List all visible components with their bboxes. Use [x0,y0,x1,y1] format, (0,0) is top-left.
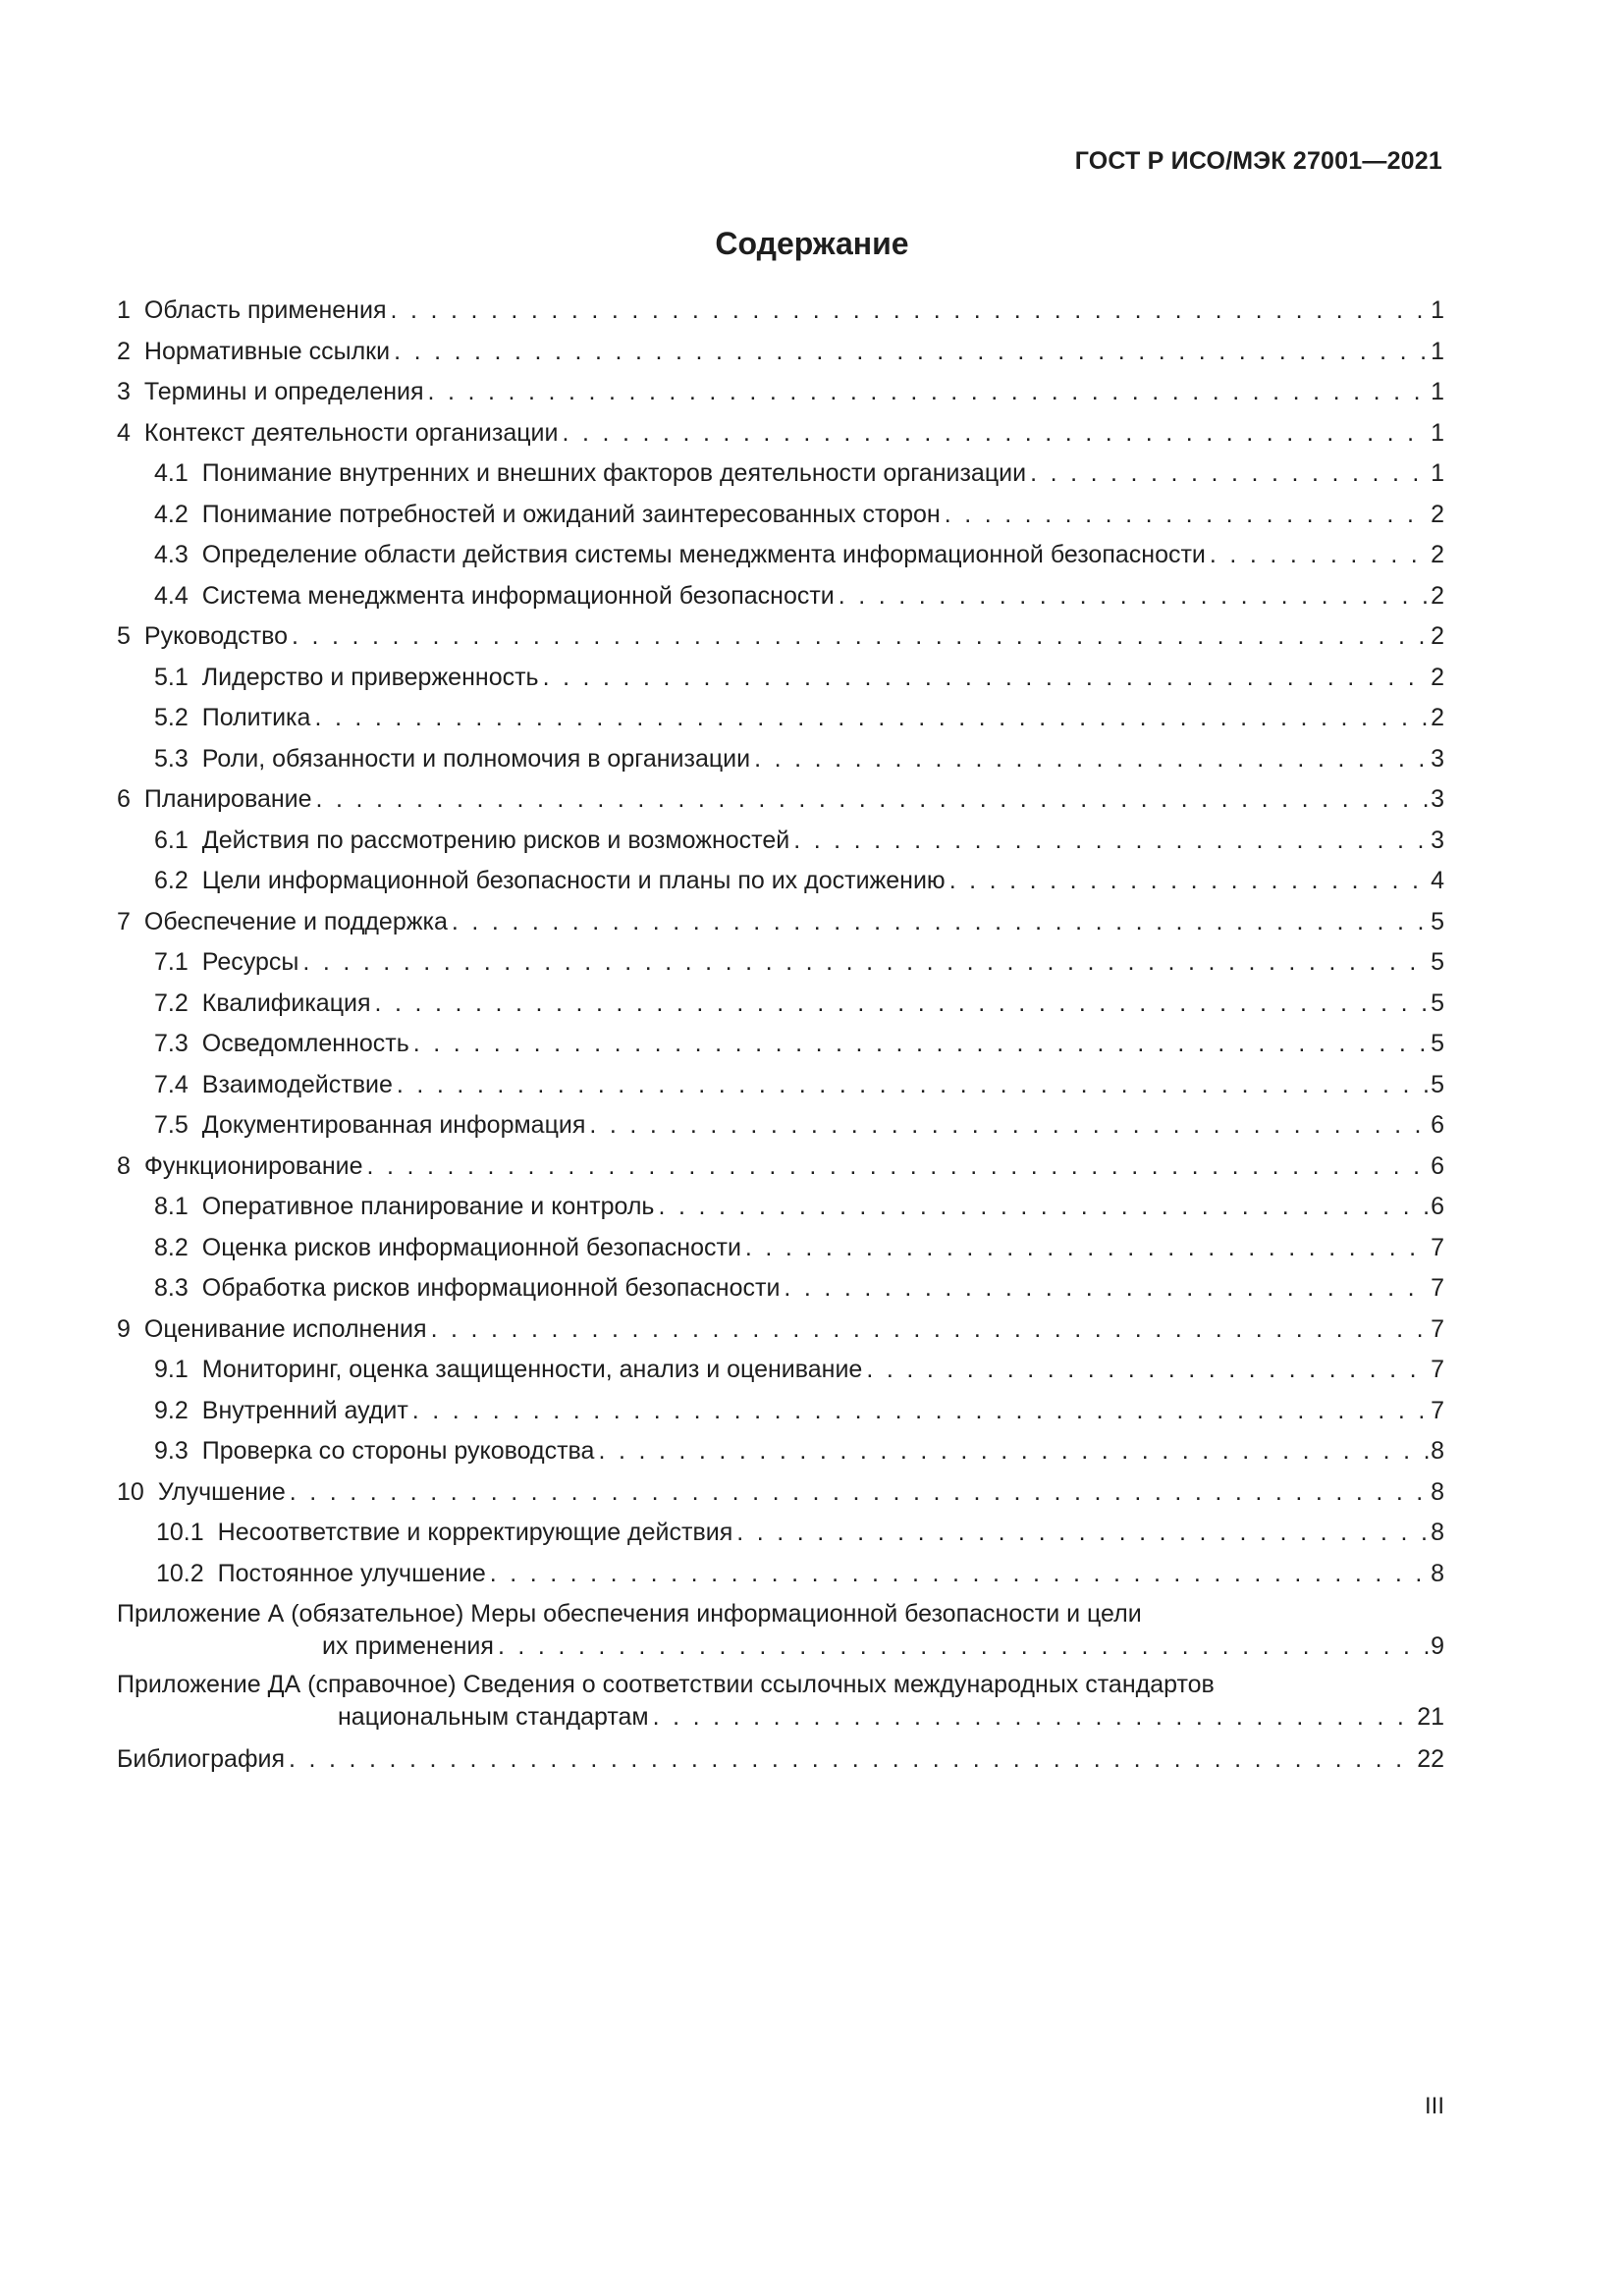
dot-leader [390,291,1429,332]
toc-entry-label: Роли, обязанности и полномочия в организации [201,744,751,773]
toc-entry-page: 3 [1431,826,1444,854]
dot-leader [498,1630,1429,1663]
toc-entry-page: 5 [1431,988,1444,1017]
toc-entry-page: 21 [1417,1703,1444,1731]
toc-entry-9-3[interactable] [117,1431,1444,1472]
toc-entry-label: Несоответствие и корректирующие действия [217,1519,733,1546]
toc-entry-5-2[interactable] [117,698,1444,739]
toc-entry-page: 2 [1431,500,1444,528]
toc-entry-page: 7 [1431,1233,1444,1261]
toc-entry-label: Улучшение [157,1477,286,1506]
dot-leader [290,1472,1429,1514]
toc-entry-label: Лидерство и приверженность [201,663,539,691]
toc-entry-number: 6.2 [154,867,189,894]
toc-entry-10-1[interactable] [117,1513,1444,1554]
toc-entry-page: 3 [1431,785,1444,813]
toc-entry-label: Проверка со стороны руководства [201,1437,595,1465]
dot-leader [949,861,1429,902]
toc-entry-7-2[interactable] [117,984,1444,1025]
toc-entry-10-2[interactable] [117,1554,1444,1595]
toc-entry-6[interactable] [117,779,1444,821]
dot-leader [316,779,1430,821]
table-of-contents [117,291,1444,1781]
toc-entry-number: 4.2 [154,500,189,528]
dot-leader [543,658,1430,699]
toc-entry-number: 10.1 [156,1519,204,1546]
toc-entry-label: Руководство [143,622,288,650]
toc-entry-number: 5.3 [154,744,189,773]
toc-entry-10[interactable] [117,1472,1444,1514]
toc-entry-number: 6 [117,785,131,813]
dot-leader [394,332,1429,373]
toc-entry-number: 7.4 [154,1070,189,1098]
toc-entry-number: 10.2 [156,1559,204,1587]
toc-entry-3[interactable] [117,372,1444,413]
toc-entry-label: Функционирование [143,1151,363,1180]
toc-entry-9-1[interactable] [117,1350,1444,1391]
toc-entry-6-1[interactable] [117,821,1444,862]
dot-leader [945,495,1429,536]
toc-entry-page: 6 [1431,1151,1444,1180]
toc-entry-number: 5.2 [154,704,189,731]
toc-entry-page: 9 [1431,1632,1444,1660]
dot-leader [653,1701,1416,1734]
toc-entry-label: Определение области действия системы менеджмента информационной безопасности [201,541,1206,568]
toc-entry-bibliography[interactable] [117,1739,1444,1781]
toc-entry-page: 7 [1431,1314,1444,1343]
toc-entry-page: 5 [1431,1030,1444,1057]
toc-entry-number: 4.4 [154,581,189,610]
toc-entry-label: Взаимодействие [201,1070,393,1098]
toc-entry-page: 2 [1431,581,1444,610]
dot-leader [490,1554,1429,1595]
toc-entry-page: 6 [1431,1193,1444,1220]
toc-entry-9[interactable] [117,1309,1444,1351]
toc-entry-7-5[interactable] [117,1105,1444,1147]
toc-entry-page: 5 [1431,1070,1444,1098]
toc-entry-label: Система менеджмента информационной безопасности [201,581,835,610]
toc-entry-number: 9 [117,1314,131,1343]
toc-entry-8[interactable] [117,1147,1444,1188]
toc-entry-7-4[interactable] [117,1065,1444,1106]
toc-entry-page: 6 [1431,1111,1444,1139]
toc-entry-label: Мониторинг, оценка защищенности, анализ и оценивание [201,1356,863,1383]
dot-leader [302,942,1429,984]
toc-entry-8-1[interactable] [117,1187,1444,1228]
dot-leader [1030,454,1429,495]
toc-entry-number: 9.2 [154,1396,189,1424]
toc-entry-label: Осведомленность [201,1030,409,1057]
dot-leader [736,1513,1429,1554]
toc-entry-8-2[interactable] [117,1228,1444,1269]
toc-entry-4-2[interactable] [117,495,1444,536]
dot-leader [413,1024,1429,1065]
toc-entry-label: Ресурсы [201,948,299,976]
toc-entry-page: 8 [1431,1437,1444,1465]
toc-entry-number: 4 [117,418,131,447]
toc-entry-number: 7.5 [154,1111,189,1139]
annex-a-title-line2: их применения [322,1632,494,1660]
toc-entry-4-4[interactable] [117,576,1444,617]
toc-entry-label: Оперативное планирование и контроль [201,1193,655,1220]
dot-leader [292,616,1429,658]
toc-entry-8-3[interactable] [117,1268,1444,1309]
toc-entry-label: Постоянное улучшение [217,1559,486,1587]
toc-entry-label: Понимание внутренних и внешних факторов деятельности организации [201,459,1027,487]
dot-leader [839,576,1429,617]
toc-entry-label: Обеспечение и поддержка [143,907,448,935]
toc-entry-label: Квалификация [201,988,371,1017]
toc-entry-number: 4.3 [154,541,189,568]
toc-entry-label: Область применения [143,296,387,324]
toc-entry-5-3[interactable] [117,739,1444,780]
toc-entry-page: 4 [1431,867,1444,894]
dot-leader [412,1391,1429,1432]
toc-title: Содержание [715,226,909,261]
toc-entry-2[interactable] [117,332,1444,373]
toc-entry-page: 2 [1431,541,1444,568]
toc-entry-5[interactable] [117,616,1444,658]
dot-leader [745,1228,1429,1269]
toc-entry-number: 2 [117,337,131,365]
toc-entry-label: Контекст деятельности организации [143,418,559,447]
toc-entry-page: 1 [1431,459,1444,487]
toc-entry-page: 2 [1431,704,1444,731]
dot-leader [589,1105,1429,1147]
toc-entry-number: 6.1 [154,826,189,854]
toc-entry-number: 1 [117,296,131,324]
toc-entry-number: 7.1 [154,948,189,976]
document-id: ГОСТ Р ИСО/МЭК 27001—2021 [1074,147,1442,175]
toc-entry-number: 7.2 [154,988,189,1017]
toc-entry-number: 8.3 [154,1274,189,1302]
dot-leader [397,1065,1429,1106]
toc-entry-label: Библиография [117,1745,286,1773]
toc-entry-page: 1 [1431,378,1444,405]
toc-entry-label: Действия по рассмотрению рисков и возможностей [201,826,790,854]
dot-leader [793,821,1429,862]
toc-entry-9-2[interactable] [117,1391,1444,1432]
page-number: III [1424,2093,1444,2119]
toc-entry-page: 5 [1431,907,1444,935]
toc-entry-4-1[interactable] [117,454,1444,495]
dot-leader [452,902,1429,943]
toc-entry-page: 22 [1417,1745,1444,1773]
toc-entry-label: Планирование [143,785,312,813]
toc-entry-label: Понимание потребностей и ожиданий заинтересованных сторон [201,500,941,528]
toc-entry-page: 8 [1431,1559,1444,1587]
toc-entry-label: Оценивание исполнения [143,1314,427,1343]
dot-leader [598,1431,1429,1472]
toc-entry-number: 5.1 [154,663,189,691]
toc-entry-number: 8 [117,1151,131,1180]
dot-leader [866,1350,1429,1391]
toc-entry-4[interactable] [117,413,1444,454]
toc-entry-page: 3 [1431,744,1444,773]
toc-entry-page: 8 [1431,1519,1444,1546]
toc-entry-number: 3 [117,378,131,405]
toc-entry-page: 7 [1431,1396,1444,1424]
toc-entry-number: 5 [117,622,131,650]
toc-entry-page: 8 [1431,1477,1444,1506]
toc-entry-page: 1 [1431,296,1444,324]
dot-leader [658,1187,1429,1228]
toc-entry-5-1[interactable] [117,658,1444,699]
toc-entry-number: 7.3 [154,1030,189,1057]
toc-entry-page: 5 [1431,948,1444,976]
toc-entry-page: 1 [1431,418,1444,447]
toc-entry-number: 4.1 [154,459,189,487]
dot-leader [314,698,1429,739]
toc-entry-label: Оценка рисков информационной безопасности [201,1233,741,1261]
toc-entry-4-3[interactable] [117,535,1444,576]
toc-entry-6-2[interactable] [117,861,1444,902]
toc-entry-1[interactable] [117,291,1444,332]
toc-entry-label: Термины и определения [143,378,424,405]
toc-entry-page: 7 [1431,1274,1444,1302]
toc-entry-annex-a[interactable] [117,1598,1444,1663]
toc-entry-page: 2 [1431,622,1444,650]
dot-leader [754,739,1429,780]
dot-leader [375,984,1430,1025]
dot-leader [367,1147,1430,1188]
toc-entry-7-1[interactable] [117,942,1444,984]
annex-da-title-line1: Приложение ДА (справочное) Сведения о соответствии ссылочных международных стандартов [117,1671,1215,1698]
toc-entry-number: 9.3 [154,1437,189,1465]
toc-entry-number: 9.1 [154,1356,189,1383]
toc-entry-page: 1 [1431,337,1444,365]
toc-entry-7-3[interactable] [117,1024,1444,1065]
toc-entry-number: 10 [117,1477,144,1506]
toc-entry-label: Цели информационной безопасности и планы по их достижению [201,867,946,894]
dot-leader [1210,535,1429,576]
toc-entry-label: Нормативные ссылки [143,337,391,365]
toc-entry-label: Обработка рисков информационной безопасности [201,1274,781,1302]
toc-entry-number: 8.1 [154,1193,189,1220]
toc-entry-number: 8.2 [154,1233,189,1261]
toc-entry-annex-da[interactable] [117,1669,1444,1734]
dot-leader [431,1309,1430,1351]
toc-entry-label: Внутренний аудит [201,1396,408,1424]
annex-a-title-line1: Приложение А (обязательное) Меры обеспечения информационной безопасности и цели [117,1600,1142,1628]
dot-leader [563,413,1430,454]
toc-entry-label: Политика [201,704,311,731]
annex-da-title-line2: национальным стандартам [338,1703,649,1731]
dot-leader [428,372,1430,413]
toc-entry-number: 7 [117,907,131,935]
toc-entry-7[interactable] [117,902,1444,943]
toc-entry-page: 2 [1431,663,1444,691]
dot-leader [289,1739,1415,1781]
toc-entry-label: Документированная информация [201,1111,586,1139]
dot-leader [784,1268,1429,1309]
toc-entry-page: 7 [1431,1356,1444,1383]
